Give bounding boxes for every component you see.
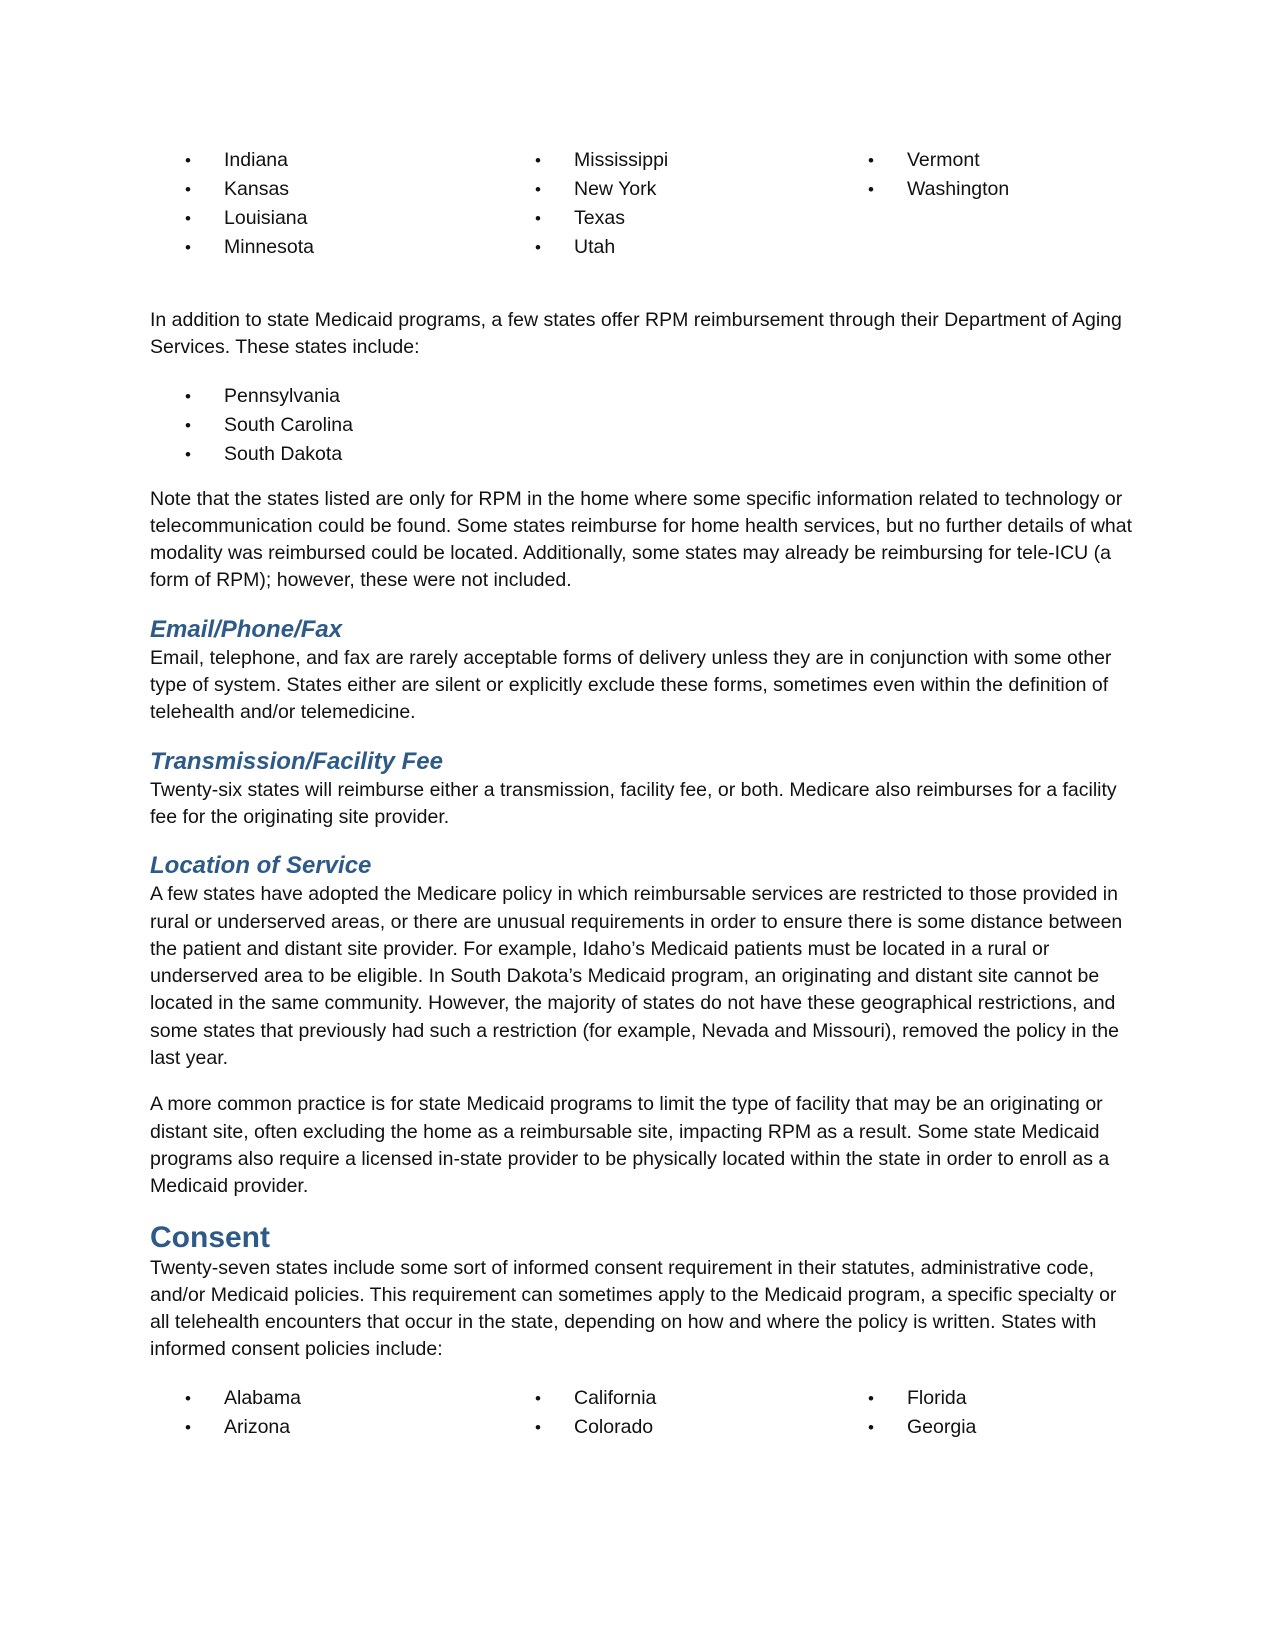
document-page bbox=[150, 146, 1135, 1442]
list-item: • Washington bbox=[833, 175, 1133, 204]
location-of-service-paragraph-2: A more common practice is for state Medicaid programs to limit the type of facility that may be an originating or distant site, often excluding the home as a reimbursable site, impacting RPM as a result. Some state Medicaid programs also require a licensed in-state provider to be physically located within the state in order to enroll as a Medicaid provider. bbox=[150, 1093, 1110, 1198]
consent-paragraph: Twenty-seven states include some sort of informed consent requirement in their statutes, administrative code, and/or Medicaid policies. This requirement can sometimes apply to the Medicaid program, a specific specialty or all telehealth encounters that occur in the state, depending on how and where the policy is written. States with informed consent policies include: bbox=[150, 1256, 1117, 1361]
list-item: • Minnesota bbox=[150, 233, 500, 262]
rpm-note-paragraph: Note that the states listed are only for RPM in the home where some specific information related to technology or telecommunication could be found. Some states reimburse for home health services, but no further details of what modality was reimbursed could be located. Additionally, some states may already be reimbursing for tele-ICU (a form of RPM); however, these were not included. bbox=[150, 487, 1133, 592]
list-item: • Mississippi bbox=[500, 146, 833, 175]
list-item: • New York bbox=[500, 175, 833, 204]
list-item: • Colorado bbox=[500, 1413, 833, 1442]
state-list-column-2 bbox=[500, 146, 833, 262]
email-phone-fax-heading: Email/Phone/Fax bbox=[150, 615, 343, 643]
location-of-service-paragraph-1: A few states have adopted the Medicare policy in which reimbursable services are restricted to those provided in rural or underserved areas, or there are unusual requirements in order to ensure there is some distance between the patient and distant site provider. For example, Idaho’s Medicaid patients must be located in a rural or underserved area to be eligible. In South Dakota’s Medicaid program, an originating and distant site cannot be located in the same community. However, the majority of states do not have these geographical restrictions, and some states that previously had such a restriction (for example, Nevada and Missouri), removed the policy in the last year. bbox=[150, 883, 1123, 1070]
consent-states-column-3 bbox=[833, 1384, 1133, 1442]
aging-services-intro: In addition to state Medicaid programs, a few states offer RPM reimbursement through their Department of Aging Services. These states include: bbox=[150, 309, 1122, 359]
email-phone-fax-paragraph: Email, telephone, and fax are rarely acceptable forms of delivery unless they are in conjunction with some other type of system. States either are silent or explicitly exclude these forms, sometimes even within the definition of telehealth and/or telemedicine. bbox=[150, 646, 1112, 724]
transmission-fee-paragraph: Twenty-six states will reimburse either a transmission, facility fee, or both. Medicare also reimburses for a facility fee for the originating site provider. bbox=[150, 778, 1117, 828]
consent-heading: Consent bbox=[150, 1220, 270, 1254]
consent-states-column-2 bbox=[500, 1384, 833, 1442]
list-item: • Alabama bbox=[150, 1384, 500, 1413]
consent-states-column-1 bbox=[150, 1384, 500, 1442]
state-list-column-3 bbox=[833, 146, 1133, 262]
list-item: • Georgia bbox=[833, 1413, 1133, 1442]
list-item: • Kansas bbox=[150, 175, 500, 204]
list-item: • Florida bbox=[833, 1384, 1133, 1413]
list-item: • Indiana bbox=[150, 146, 500, 175]
transmission-fee-heading: Transmission/Facility Fee bbox=[150, 747, 444, 775]
list-item: • Utah bbox=[500, 233, 833, 262]
list-item: • South Dakota bbox=[150, 440, 1135, 469]
list-item: • South Carolina bbox=[150, 411, 1135, 440]
state-list-column-1 bbox=[150, 146, 500, 262]
list-item: • Vermont bbox=[833, 146, 1133, 175]
list-item: • California bbox=[500, 1384, 833, 1413]
list-item: • Pennsylvania bbox=[150, 382, 1135, 411]
list-item: • Texas bbox=[500, 204, 833, 233]
list-item: • Arizona bbox=[150, 1413, 500, 1442]
list-item: • Louisiana bbox=[150, 204, 500, 233]
location-of-service-heading: Location of Service bbox=[150, 852, 372, 880]
consent-states-list bbox=[150, 1384, 1135, 1442]
state-list-top bbox=[150, 146, 1135, 262]
aging-states-list bbox=[150, 382, 1135, 469]
